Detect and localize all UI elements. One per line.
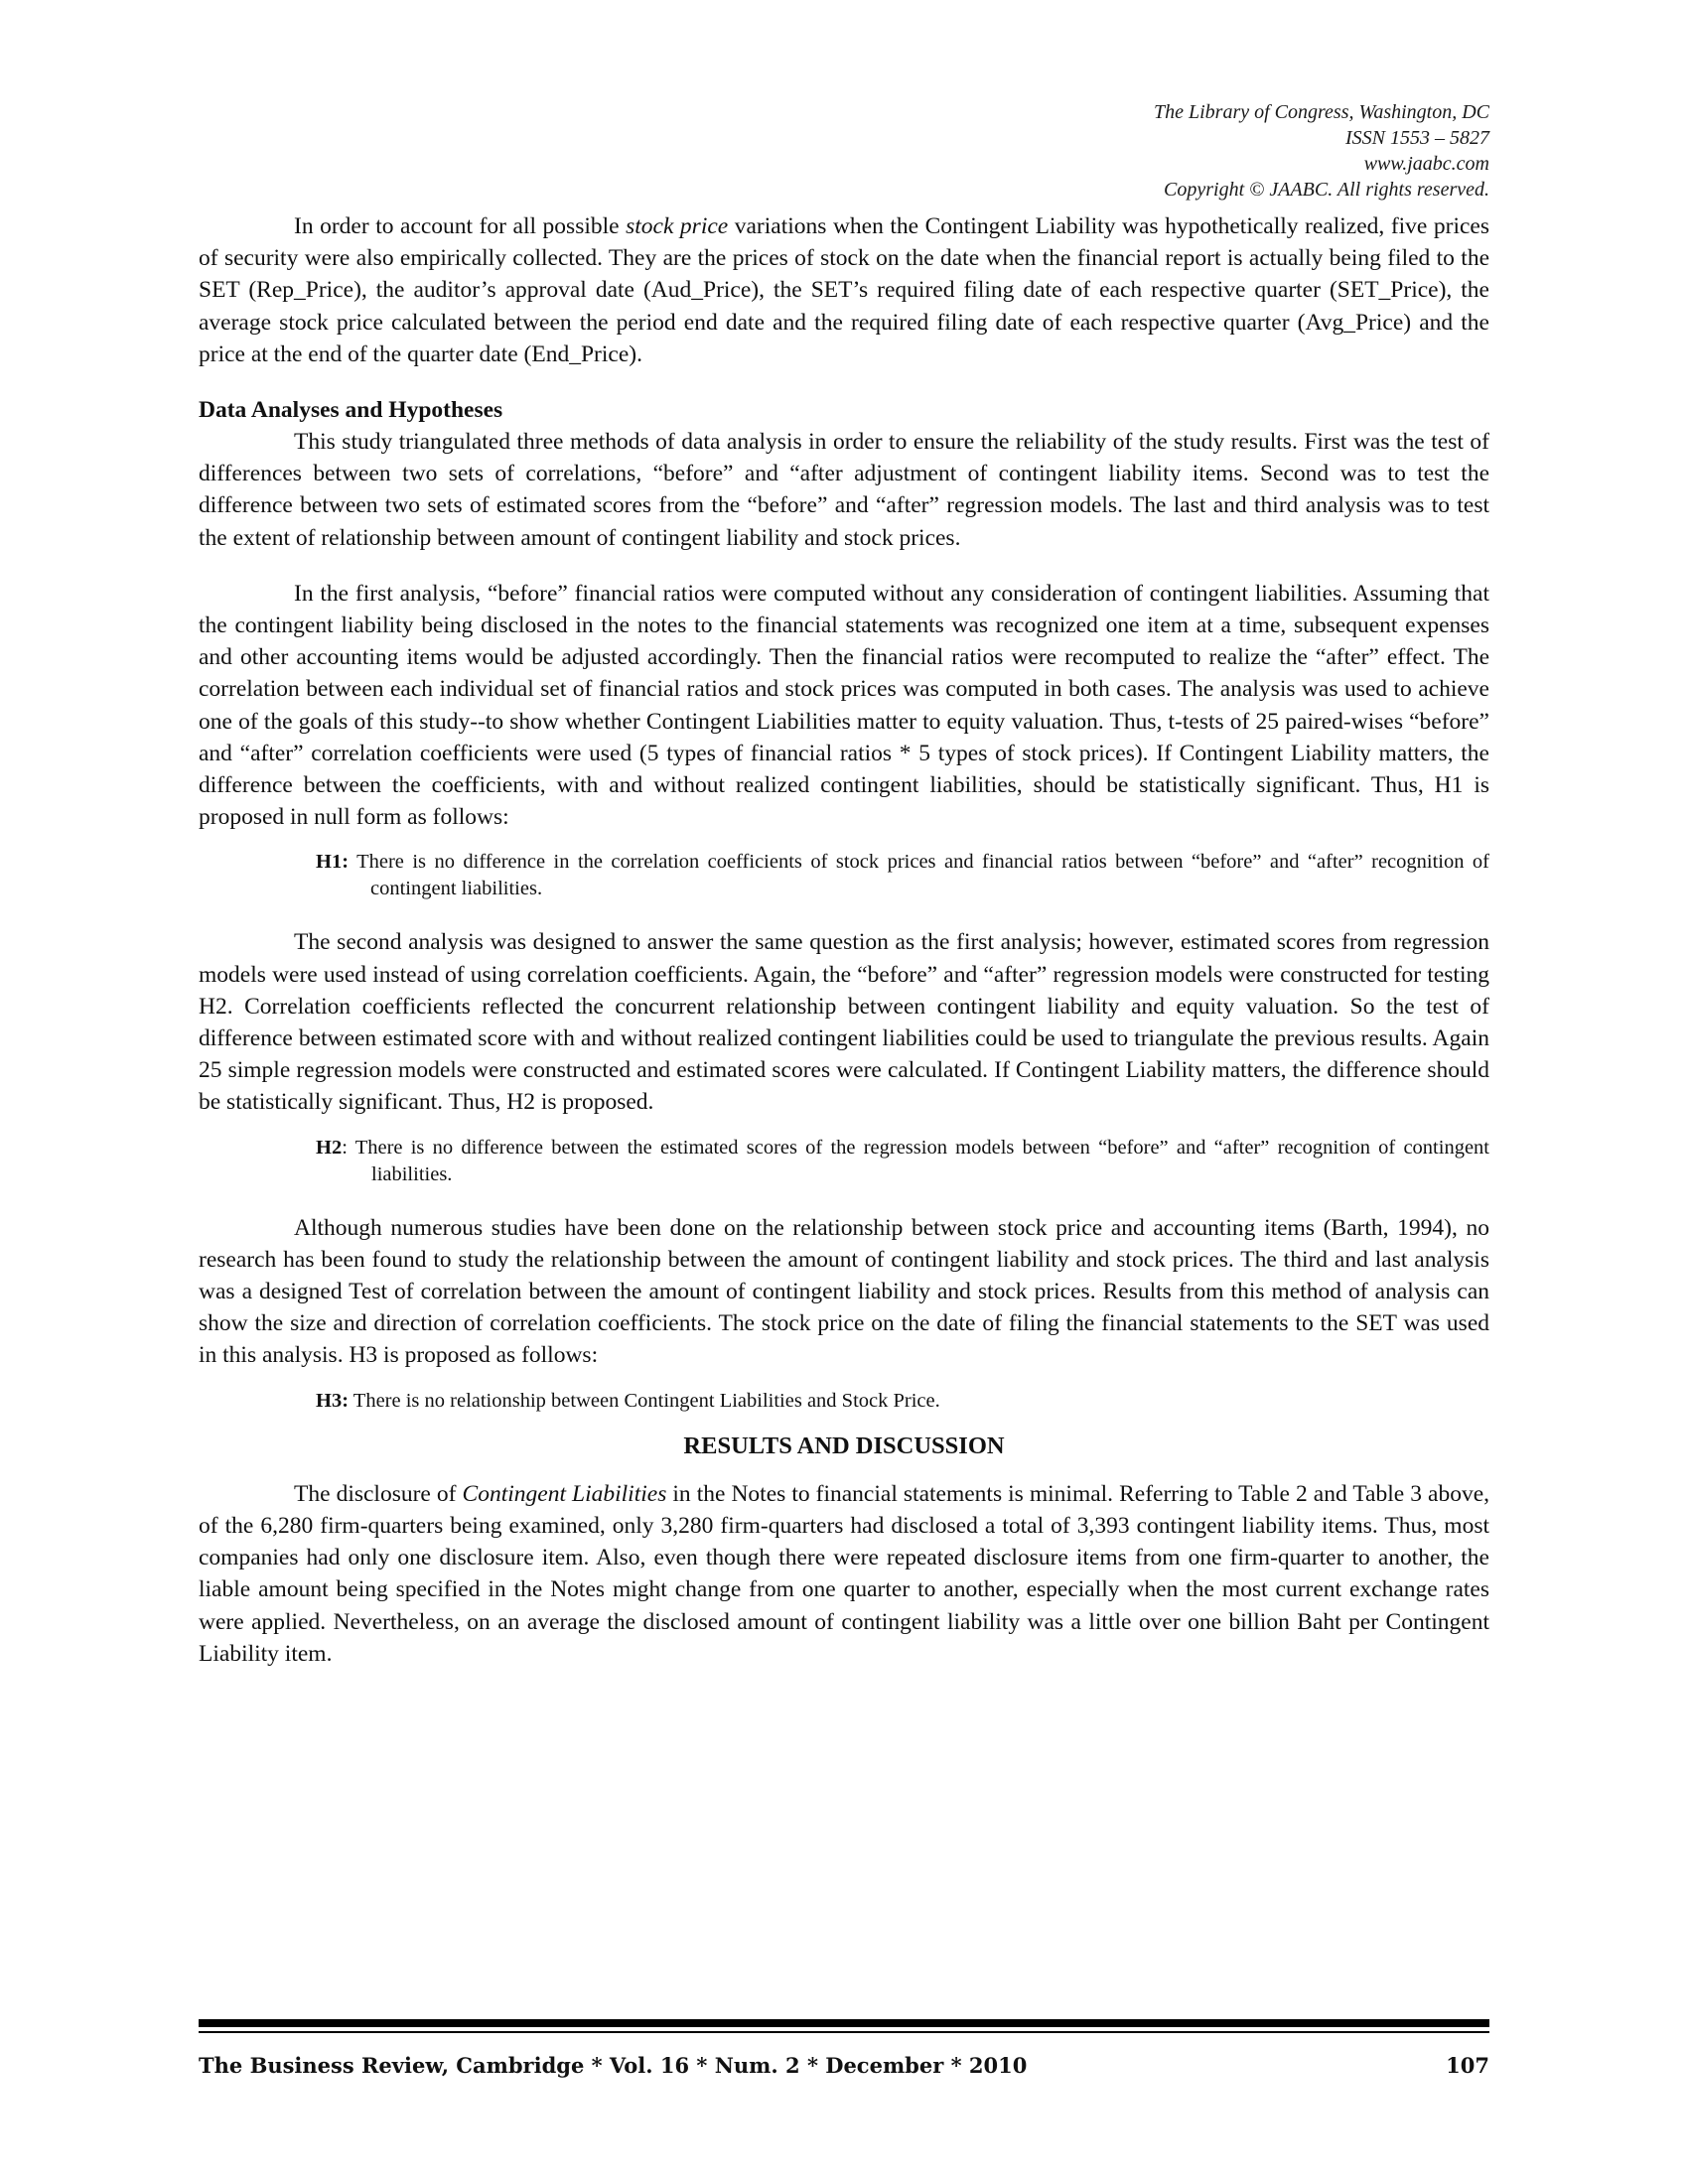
paragraph-text: variations when the Contingent Liability was hypothetically realized, five prices of security were also empirically collected. They are the prices of stock on the date when the financial report is actually being filed to the SET (Rep_Price), the auditor’s approval date (Aud_Price), the SET’s required filing date of each respective quarter (SET_Price), the average stock price calculated between the period end date and the required filing date of each respective quarter (Avg_Price) and the price at the end of the quarter date (End_Price).: [199, 213, 1489, 367]
header-publisher: The Library of Congress, Washington, DC: [1153, 101, 1489, 123]
hypothesis-text: There is no relationship between Contingent Liabilities and Stock Price.: [352, 1389, 940, 1412]
hypothesis-h1: [199, 849, 1489, 902]
paragraph-text: in the Notes to financial statements is minimal. Referring to Table 2 and Table 3 above, of the 6,280 firm-quarters being examined, only 3,280 firm-quarters had disclosed a total of 3,393 contingent liability items. Thus, most companies had only one disclosure item. Also, even though there were repeated disclosure items from one firm-quarter to another, the liable amount being specified in the Notes might change from one quarter to another, especially when the most current exchange rates were applied. Nevertheless, on an average the disclosed amount of contingent liability was a little over one billion Baht per Contingent Liability item.: [199, 1480, 1489, 1667]
article-body: [199, 210, 1489, 1670]
hypothesis-text: There is no difference in the correlation coefficients of stock prices and financial ratios between “before” and “after” recognition of contingent liabilities.: [356, 851, 1489, 900]
hypothesis-label: H3:: [316, 1389, 350, 1412]
paragraph-text: In order to account for all possible: [294, 213, 627, 239]
hypothesis-text: : There is no difference between the estimated scores of the regression models between “before” and “after” recognition of contingent liabilities.: [342, 1136, 1489, 1185]
footer-rule: [199, 2019, 1489, 2027]
hypothesis-h3: [199, 1388, 1489, 1415]
hypothesis-label: H1:: [316, 851, 350, 874]
running-header: [894, 99, 1489, 203]
header-issn: ISSN 1553 – 5827: [1345, 127, 1489, 149]
footer-rule-thin: [199, 2031, 1489, 2033]
paragraph-text: The disclosure of: [294, 1480, 463, 1507]
paragraph-first-analysis: In the first analysis, “before” financial ratios were computed without any consideration of contingent liabilities. Assuming that the contingent liability being disclosed in the notes to the financial statements was recognized one item at a time, subsequent expenses and other accounting items would be adjusted accordingly. Then the financial ratios were recomputed to realize the “after” effect. The correlation between each individual set of financial ratios and stock prices was computed in both cases. The analysis was used to achieve one of the goals of this study--to show whether Contingent Liabilities matter to equity valuation. Thus, t-tests of 25 paired-wises “before” and “after” correlation coefficients were used (5 types of financial ratios * 5 types of stock prices). If Contingent Liability matters, the difference between the coefficients, with and without realized contingent liabilities, should be statistically significant. Thus, H1 is proposed in null form as follows:: [199, 580, 1489, 831]
subheading-data-analyses: Data Analyses and Hypotheses: [199, 397, 503, 424]
page-number: 107: [1446, 2053, 1489, 2078]
footer-journal: The Business Review, Cambridge * Vol. 16 * Num. 2 * December * 2010: [199, 2053, 1028, 2078]
header-website: www.jaabc.com: [1363, 153, 1489, 175]
paragraph-triangulation: This study triangulated three methods of data analysis in order to ensure the reliability of the study results. First was the test of differences between two sets of correlations, “before” and “after adjustment of contingent liability items. Second was to test the difference between two sets of estimated scores from the “before” and “after” regression models. The last and third analysis was to test the extent of relationship between amount of contingent liability and stock prices.: [199, 429, 1489, 551]
paragraph-results: [199, 1478, 1489, 1670]
section-heading-results: RESULTS AND DISCUSSION: [683, 1432, 1005, 1459]
emphasis-text: Contingent Liabilities: [462, 1480, 667, 1507]
paragraph-third-analysis: Although numerous studies have been done on the relationship between stock price and accounting items (Barth, 1994), no research has been found to study the relationship between the amount of contingent liability and stock prices. The third and last analysis was a designed Test of correlation between the amount of contingent liability and stock prices. Results from this method of analysis can show the size and direction of correlation coefficients. The stock price on the date of filing the financial statements to the SET was used in this analysis. H3 is proposed as follows:: [199, 1214, 1489, 1369]
paragraph-stock-prices: [199, 210, 1489, 370]
hypothesis-label: H2: [316, 1136, 343, 1159]
page-footer: [199, 2053, 1489, 2083]
emphasis-text: stock price: [626, 213, 729, 239]
header-copyright: Copyright © JAABC. All rights reserved.: [1164, 179, 1489, 201]
paragraph-second-analysis: The second analysis was designed to answer the same question as the first analysis; however, estimated scores from regression models were used instead of using correlation coefficients. Again, the “before” and “after” regression models were constructed for testing H2. Correlation coefficients reflected the concurrent relationship between contingent liability and equity valuation. So the test of difference between estimated score with and without realized contingent liabilities could be used to triangulate the previous results. Again 25 simple regression models were constructed and estimated scores were calculated. If Contingent Liability matters, the difference should be statistically significant. Thus, H2 is proposed.: [199, 929, 1489, 1116]
hypothesis-h2: [199, 1135, 1489, 1188]
